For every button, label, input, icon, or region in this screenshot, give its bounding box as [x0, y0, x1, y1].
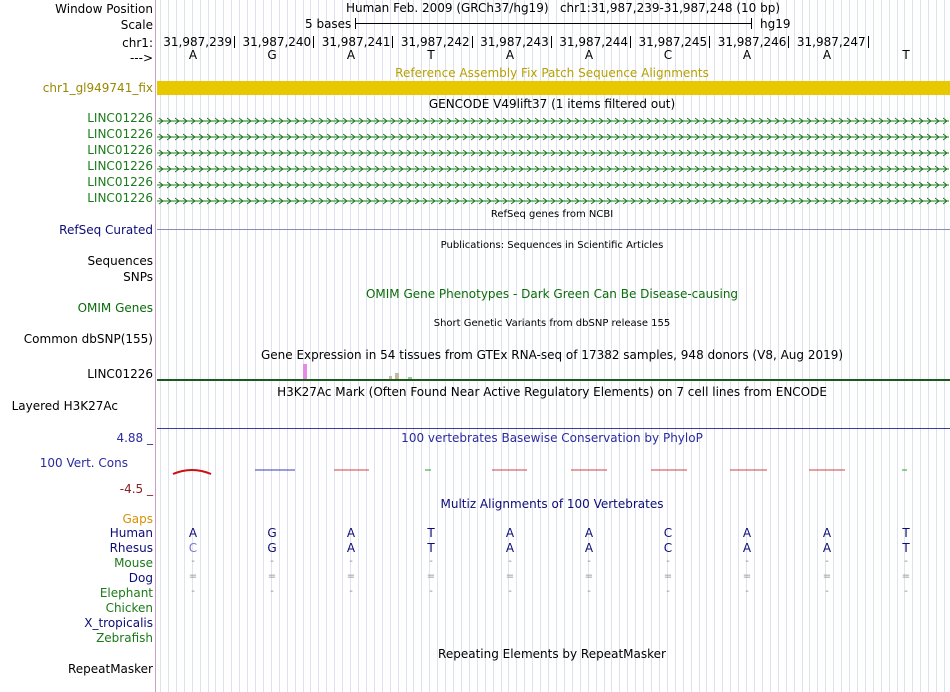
alignment-base: -: [904, 586, 908, 597]
base: G: [267, 48, 277, 62]
alignment-base: =: [663, 571, 673, 582]
gencode-item-label[interactable]: LINC01226: [87, 127, 153, 141]
gencode-item-label[interactable]: LINC01226: [87, 159, 153, 173]
position-label: 31,987,241: [321, 35, 391, 49]
omim-label[interactable]: OMIM Genes: [77, 301, 153, 315]
refseq-label[interactable]: RefSeq Curated: [59, 223, 153, 237]
gencode-transcript[interactable]: [157, 147, 949, 157]
window-position-value: Human Feb. 2009 (GRCh37/hg19) chr1:31,987,239-31,987,248 (10 bp): [346, 1, 781, 15]
omim-title[interactable]: OMIM Gene Phenotypes - Dark Green Can Be Disease-causing: [365, 287, 739, 301]
position-label: 31,987,239: [163, 35, 232, 49]
position-tick: [788, 36, 789, 48]
phylop-title[interactable]: 100 vertebrates Basewise Conservation by PhyloP: [401, 431, 703, 445]
gencode-transcript[interactable]: [157, 163, 949, 173]
alignment-base: -: [745, 586, 749, 597]
scale-label: Scale: [120, 18, 153, 32]
alignment-base: A: [584, 526, 594, 540]
gtex-title[interactable]: Gene Expression in 54 tissues from GTEx RNA-seq of 17382 samples, 948 donors (V8, Aug 2019): [260, 348, 844, 362]
grid-line: [390, 0, 391, 692]
repeatmasker-title[interactable]: Repeating Elements by RepeatMasker: [438, 647, 666, 661]
dbsnp-label[interactable]: Common dbSNP(155): [23, 332, 153, 346]
position-label: 31,987,245: [638, 35, 708, 49]
alignment-base: A: [742, 526, 752, 540]
position-tick: [234, 36, 235, 48]
species-label[interactable]: Dog: [128, 571, 153, 585]
grid-line: [255, 0, 256, 692]
gencode-item-label[interactable]: LINC01226: [87, 143, 153, 157]
base: A: [584, 48, 594, 62]
species-label[interactable]: Elephant: [99, 586, 153, 600]
gtex-bar[interactable]: [395, 373, 399, 379]
alignment-base: A: [822, 526, 832, 540]
alignment-base: A: [822, 541, 832, 555]
fix-patch-label[interactable]: chr1_gl949741_fix: [42, 81, 153, 95]
grid-line: [287, 0, 288, 692]
alignment-base: C: [663, 526, 673, 540]
alignment-base: -: [191, 586, 195, 597]
grid-line: [231, 0, 232, 692]
alignment-base: =: [267, 571, 277, 582]
alignment-base: -: [904, 556, 908, 567]
grid-line: [295, 0, 296, 692]
alignment-base: -: [825, 586, 829, 597]
alignment-base: T: [902, 526, 910, 540]
alignment-base: -: [508, 556, 512, 567]
alignment-base: -: [745, 556, 749, 567]
alignment-base: -: [508, 586, 512, 597]
alignment-base: A: [346, 526, 356, 540]
grid-line: [809, 0, 810, 692]
alignment-base: C: [188, 541, 198, 555]
multiz-title[interactable]: Multiz Alignments of 100 Vertebrates: [440, 497, 664, 511]
publications-label[interactable]: Sequences: [87, 254, 153, 268]
position-label: 31,987,243: [480, 35, 549, 49]
h3k27ac-line: [157, 428, 950, 429]
repeatmasker-label[interactable]: RepeatMasker: [67, 662, 153, 676]
alignment-base: =: [505, 571, 515, 582]
grid-line: [691, 0, 692, 692]
gencode-transcript[interactable]: [157, 179, 949, 189]
base: C: [663, 48, 673, 62]
gencode-title[interactable]: GENCODE V49lift37 (1 items filtered out): [428, 97, 676, 111]
species-label[interactable]: X_tropicalis: [84, 616, 153, 630]
grid-line: [881, 0, 882, 692]
alignment-base: C: [663, 541, 673, 555]
grid-line: [770, 0, 771, 692]
grid-line: [239, 0, 240, 692]
grid-line: [366, 0, 367, 692]
species-label[interactable]: Zebrafish: [96, 631, 153, 645]
species-label[interactable]: Rhesus: [109, 541, 153, 555]
grid-line: [215, 0, 216, 692]
grid-line: [865, 0, 866, 692]
phylop-min: -4.5 _: [119, 482, 153, 496]
grid-line: [928, 0, 929, 692]
grid-line: [247, 0, 248, 692]
gencode-transcript[interactable]: [157, 115, 949, 125]
gencode-item-label[interactable]: LINC01226: [87, 175, 153, 189]
alignment-base: =: [901, 571, 911, 582]
position-tick: [472, 36, 473, 48]
base: A: [505, 48, 515, 62]
snps-label[interactable]: SNPs: [123, 270, 153, 284]
h3k27ac-label[interactable]: Layered H3K27Ac: [11, 399, 118, 413]
refseq-line: [157, 229, 950, 230]
position-tick: [709, 36, 710, 48]
alignment-base: -: [191, 556, 195, 567]
base: T: [902, 48, 910, 62]
base: A: [742, 48, 752, 62]
refseq-title[interactable]: RefSeq genes from NCBI: [490, 209, 614, 220]
alignment-base: -: [429, 586, 433, 597]
alignment-base: -: [270, 586, 274, 597]
alignment-base: =: [584, 571, 594, 582]
alignment-base: =: [426, 571, 436, 582]
alignment-base: -: [270, 556, 274, 567]
alignment-base: A: [188, 526, 198, 540]
position-tick: [313, 36, 314, 48]
alignment-base: -: [429, 556, 433, 567]
label-separator: [155, 0, 156, 692]
scale-bar-right-end: [751, 18, 752, 29]
alignment-base: =: [742, 571, 752, 582]
grid-line: [714, 0, 715, 692]
gtex-label[interactable]: LINC01226: [87, 367, 153, 381]
h3k27ac-title[interactable]: H3K27Ac Mark (Often Found Near Active Regulatory Elements) on 7 cell lines from ENCODE: [277, 385, 827, 399]
grid-line: [778, 0, 779, 692]
base: A: [346, 48, 356, 62]
grid-line: [223, 0, 224, 692]
grid-line: [168, 0, 169, 692]
position-tick: [868, 36, 869, 48]
alignment-base: -: [825, 556, 829, 567]
grid-line: [683, 0, 684, 692]
alignment-base: T: [427, 526, 435, 540]
gencode-item-label[interactable]: LINC01226: [87, 111, 153, 125]
gencode-item-label[interactable]: LINC01226: [87, 191, 153, 205]
grid-line: [722, 0, 723, 692]
alignment-base: A: [584, 541, 594, 555]
alignment-base: T: [427, 541, 435, 555]
gencode-transcript[interactable]: [157, 131, 949, 141]
grid-line: [936, 0, 937, 692]
alignment-base: -: [349, 556, 353, 567]
alignment-base: A: [742, 541, 752, 555]
grid-line: [849, 0, 850, 692]
alignment-base: A: [505, 526, 515, 540]
alignment-base: =: [822, 571, 832, 582]
alignment-base: -: [587, 586, 591, 597]
grid-line: [160, 0, 161, 692]
grid-line: [326, 0, 327, 692]
position-label: 31,987,246: [717, 35, 787, 49]
dbsnp-title[interactable]: Short Genetic Variants from dbSNP release 155: [433, 318, 671, 329]
grid-line: [310, 0, 311, 692]
alignment-base: G: [267, 541, 277, 555]
grid-line: [730, 0, 731, 692]
grid-line: [920, 0, 921, 692]
species-label[interactable]: Human: [109, 526, 153, 540]
position-label: 31,987,242: [400, 35, 470, 49]
grid-line: [841, 0, 842, 692]
grid-line: [889, 0, 890, 692]
grid-line: [398, 0, 399, 692]
strand-label: --->: [129, 51, 153, 65]
grid-line: [406, 0, 407, 692]
fix-patch-feature[interactable]: [157, 81, 950, 95]
grid-line: [762, 0, 763, 692]
phylop-plot[interactable]: [157, 462, 950, 482]
grid-line: [334, 0, 335, 692]
alignment-base: -: [587, 556, 591, 567]
scale-bar: [355, 23, 751, 24]
position-label: 31,987,240: [242, 35, 312, 49]
scale-value: 5 bases: [305, 17, 352, 31]
grid-line: [176, 0, 177, 692]
gtex-bar[interactable]: [389, 376, 392, 379]
position-tick: [551, 36, 552, 48]
alignment-base: -: [349, 586, 353, 597]
publications-title[interactable]: Publications: Sequences in Scientific Articles: [440, 240, 664, 251]
grid-line: [208, 0, 209, 692]
species-label[interactable]: Chicken: [105, 601, 153, 615]
gaps-label[interactable]: Gaps: [122, 512, 153, 526]
alignment-base: =: [346, 571, 356, 582]
grid-line: [786, 0, 787, 692]
alignment-base: -: [666, 586, 670, 597]
grid-line: [794, 0, 795, 692]
chrom-label: chr1:: [122, 36, 153, 50]
position-tick: [630, 36, 631, 48]
gencode-transcript[interactable]: [157, 195, 949, 205]
grid-line: [413, 0, 414, 692]
base: T: [427, 48, 435, 62]
grid-line: [802, 0, 803, 692]
gtex-bar[interactable]: [303, 364, 307, 379]
alignment-base: A: [346, 541, 356, 555]
scale-bar-left-end: [355, 18, 356, 29]
phylop-label[interactable]: 100 Vert. Cons: [39, 456, 128, 470]
base: A: [822, 48, 832, 62]
alignment-base: -: [666, 556, 670, 567]
grid-line: [944, 0, 945, 692]
grid-line: [706, 0, 707, 692]
scale-db: hg19: [760, 17, 791, 31]
position-label: 31,987,244: [559, 35, 628, 49]
grid-line: [873, 0, 874, 692]
grid-line: [857, 0, 858, 692]
fix-patch-title[interactable]: Reference Assembly Fix Patch Sequence Alignments: [395, 66, 709, 80]
base: A: [188, 48, 198, 62]
gtex-bar[interactable]: [408, 377, 412, 379]
alignment-base: =: [188, 571, 198, 582]
window-position-label: Window Position: [55, 2, 153, 16]
grid-line: [303, 0, 304, 692]
position-tick: [392, 36, 393, 48]
grid-line: [699, 0, 700, 692]
phylop-max: 4.88 _: [116, 431, 153, 445]
gtex-baseline: [157, 379, 950, 381]
grid-line: [318, 0, 319, 692]
alignment-base: G: [267, 526, 277, 540]
grid-line: [374, 0, 375, 692]
grid-line: [382, 0, 383, 692]
alignment-base: A: [505, 541, 515, 555]
species-label[interactable]: Mouse: [114, 556, 153, 570]
alignment-base: T: [902, 541, 910, 555]
position-label: 31,987,247: [796, 35, 866, 49]
